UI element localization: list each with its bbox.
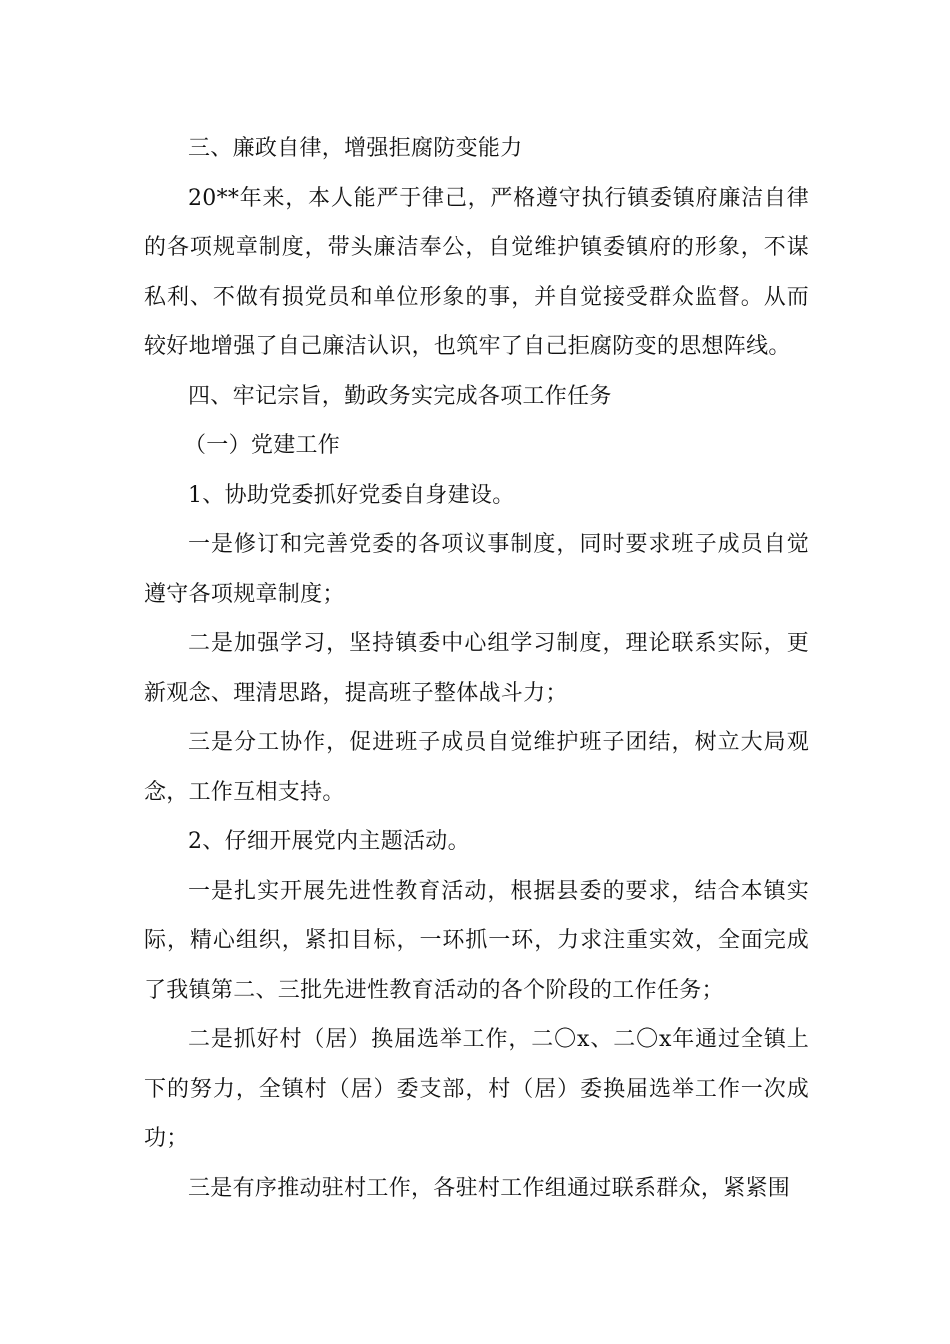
paragraph-item-2: 二是加强学习，坚持镇委中心组学习制度，理论联系实际，更新观念、理清思路，提高班子整体战斗力；: [144, 631, 809, 706]
paragraph-activity-2: 二是抓好村（居）换届选举工作，二〇x、二〇x年通过全镇上下的努力，全镇村（居）委支部，村（居）委换届选举工作一次成功；: [144, 1027, 809, 1151]
section-heading-integrity: 三、廉政自律，增强拒腐防变能力: [188, 136, 523, 161]
item-heading-themed-activities: 2、仔细开展党内主题活动。: [188, 829, 470, 854]
item-heading-party-committee: 1、协助党委抓好党委自身建设。: [188, 482, 515, 508]
paragraph-item-1: 一是修订和完善党委的各项议事制度，同时要求班子成员自觉遵守各项规章制度；: [144, 532, 809, 607]
paragraph-activity-1: 一是扎实开展先进性教育活动，根据县委的要求，结合本镇实际，精心组织，紧扣目标，一环抓一环，力求注重实效，全面完成了我镇第二、三批先进性教育活动的各个阶段的工作任务；: [144, 878, 809, 1003]
document-body: [144, 124, 809, 1213]
subsection-heading-party-building: （一）党建工作: [184, 433, 341, 458]
paragraph-item-3: 三是分工协作，促进班子成员自觉维护班子团结，树立大局观念，工作互相支持。: [144, 730, 809, 805]
section-heading-duty: 四、牢记宗旨，勤政务实完成各项工作任务: [188, 383, 612, 409]
paragraph-activity-3: 三是有序推动驻村工作，各驻村工作组通过联系群众，紧紧围: [188, 1175, 791, 1201]
paragraph-integrity-detail: 20**年来，本人能严于律己，严格遵守执行镇委镇府廉洁自律的各项规章制度，带头廉洁奉公，自觉维护镇委镇府的形象，不谋私利、不做有损党员和单位形象的事，并自觉接受群众监督。从而较好地增强了自己廉洁认识，也筑牢了自己拒腐防变的思想阵线。: [144, 185, 809, 359]
